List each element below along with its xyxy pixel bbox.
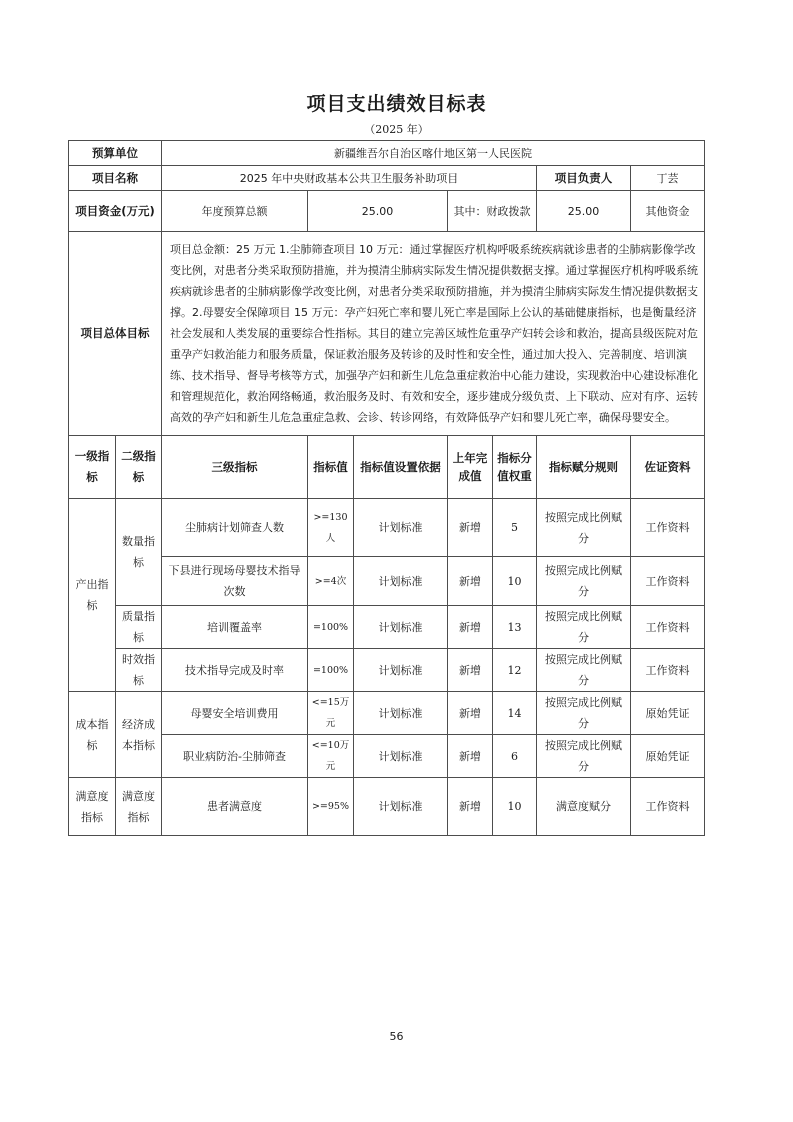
header-prev-year: 上年完成值 [448,436,493,499]
page-title: 项目支出绩效目标表 [306,93,487,115]
basis-cell: 计划标准 [354,778,448,836]
weight-cell: 6 [493,735,537,778]
level3-cell: 患者满意度 [162,778,308,836]
indicator-header-row [69,436,705,499]
basis-cell: 计划标准 [354,499,448,557]
other-funds-label: 其他资金 [631,191,705,232]
table-row [69,778,705,836]
project-funds-label: 项目资金(万元) [69,191,162,232]
rule-cell: 按照完成比例赋分 [537,499,631,557]
budget-unit-label: 预算单位 [69,141,162,166]
budget-unit-row [69,141,705,166]
header-level1: 一级指标 [69,436,116,499]
level1-output: 产出指标 [69,499,116,692]
evidence-cell: 工作资料 [631,649,705,692]
overall-goal-row [69,232,705,436]
project-leader-value: 丁芸 [631,166,705,191]
table-row [69,499,705,557]
header-rule: 指标赋分规则 [537,436,631,499]
project-name-value: 2025 年中央财政基本公共卫生服务补助项目 [162,166,537,191]
header-weight: 指标分值权重 [493,436,537,499]
value-cell: >=130人 [308,499,354,557]
table-row [69,735,705,778]
header-level2: 二级指标 [116,436,162,499]
prev-year-cell: 新增 [448,692,493,735]
rule-cell: 按照完成比例赋分 [537,557,631,606]
rule-cell: 满意度赋分 [537,778,631,836]
value-cell: >=4次 [308,557,354,606]
overall-goal-text: 项目总金额：25 万元 1.尘肺筛查项目 10 万元：通过掌握医疗机构呼吸系统疾病就诊患者的尘肺病影像学改变比例，对患者分类采取预防措施，并为摸清尘肺病实际发生情况提供数据支撑。通过掌握医疗机构呼吸系统疾病就诊患者的尘肺病影像学改变比例，对患者分类采取预防措施，并为摸清尘肺病实际发生情况提供数据支撑。2.母婴安全保障项目 15 万元：孕产妇死亡率和婴儿死亡率是国际上公认的基础健康指标，也是衡量经济社会发展和人类发展的重要综合性指标。其目的建立完善区域性危重孕产妇转会诊和救治，提高县级医院对危重孕产妇救治能力和服务质量，保证救治服务及转诊的及时性和安全性，通过加大投入、完善制度、培训演练、技术指导、督导考核等方式，加强孕产妇和新生儿危急重症救治中心能力建设，实现救治中心建设标准化和管理规范化，救治网络畅通，救治服务及时、有效和安全，逐步建成分级负责、上下联动、应对有序、运转高效的孕产妇和新生儿危急重症急救、会诊、转诊网络，有效降低孕产妇和婴儿死亡率，确保母婴安全。 [162,232,705,436]
level3-cell: 下县进行现场母婴技术指导次数 [162,557,308,606]
prev-year-cell: 新增 [448,606,493,649]
level3-cell: 职业病防治-尘肺筛查 [162,735,308,778]
basis-cell: 计划标准 [354,649,448,692]
evidence-cell: 原始凭证 [631,692,705,735]
value-cell: <=15万元 [308,692,354,735]
evidence-cell: 工作资料 [631,606,705,649]
table-row [69,606,705,649]
evidence-cell: 工作资料 [631,499,705,557]
table-row [69,557,705,606]
weight-cell: 12 [493,649,537,692]
annual-budget-value: 25.00 [308,191,448,232]
header-level3: 三级指标 [162,436,308,499]
level2-quantity: 数量指标 [116,499,162,606]
rule-cell: 按照完成比例赋分 [537,735,631,778]
level3-cell: 技术指导完成及时率 [162,649,308,692]
weight-cell: 10 [493,557,537,606]
level1-satisfaction: 满意度指标 [69,778,116,836]
header-evidence: 佐证资料 [631,436,705,499]
prev-year-cell: 新增 [448,778,493,836]
page-number: 56 [389,1030,404,1043]
overall-goal-label: 项目总体目标 [69,232,162,436]
year-label: （2025 年） [364,123,429,136]
evidence-cell: 原始凭证 [631,735,705,778]
budget-unit-value: 新疆维吾尔自治区喀什地区第一人民医院 [162,141,705,166]
fiscal-funding-value: 25.00 [537,191,631,232]
table-row [69,649,705,692]
value-cell: <=10万元 [308,735,354,778]
weight-cell: 5 [493,499,537,557]
prev-year-cell: 新增 [448,557,493,606]
level2-economic-cost: 经济成本指标 [116,692,162,778]
annual-budget-label: 年度预算总额 [162,191,308,232]
prev-year-cell: 新增 [448,499,493,557]
value-cell: =100% [308,606,354,649]
header-value: 指标值 [308,436,354,499]
level1-cost: 成本指标 [69,692,116,778]
rule-cell: 按照完成比例赋分 [537,649,631,692]
project-name-row [69,166,705,191]
project-funds-row [69,191,705,232]
value-cell: >=95% [308,778,354,836]
evidence-cell: 工作资料 [631,778,705,836]
level3-cell: 尘肺病计划筛查人数 [162,499,308,557]
value-cell: =100% [308,649,354,692]
level3-cell: 母婴安全培训费用 [162,692,308,735]
rule-cell: 按照完成比例赋分 [537,606,631,649]
evidence-cell: 工作资料 [631,557,705,606]
level2-satisfaction: 满意度指标 [116,778,162,836]
project-leader-label: 项目负责人 [537,166,631,191]
prev-year-cell: 新增 [448,649,493,692]
header-basis: 指标值设置依据 [354,436,448,499]
level3-cell: 培训覆盖率 [162,606,308,649]
basis-cell: 计划标准 [354,692,448,735]
project-name-label: 项目名称 [69,166,162,191]
rule-cell: 按照完成比例赋分 [537,692,631,735]
performance-target-table [68,140,705,836]
basis-cell: 计划标准 [354,606,448,649]
weight-cell: 14 [493,692,537,735]
basis-cell: 计划标准 [354,735,448,778]
table-row [69,692,705,735]
fiscal-funding-label: 其中：财政拨款 [448,191,537,232]
weight-cell: 10 [493,778,537,836]
basis-cell: 计划标准 [354,557,448,606]
weight-cell: 13 [493,606,537,649]
prev-year-cell: 新增 [448,735,493,778]
level2-quality: 质量指标 [116,606,162,649]
level2-timeliness: 时效指标 [116,649,162,692]
